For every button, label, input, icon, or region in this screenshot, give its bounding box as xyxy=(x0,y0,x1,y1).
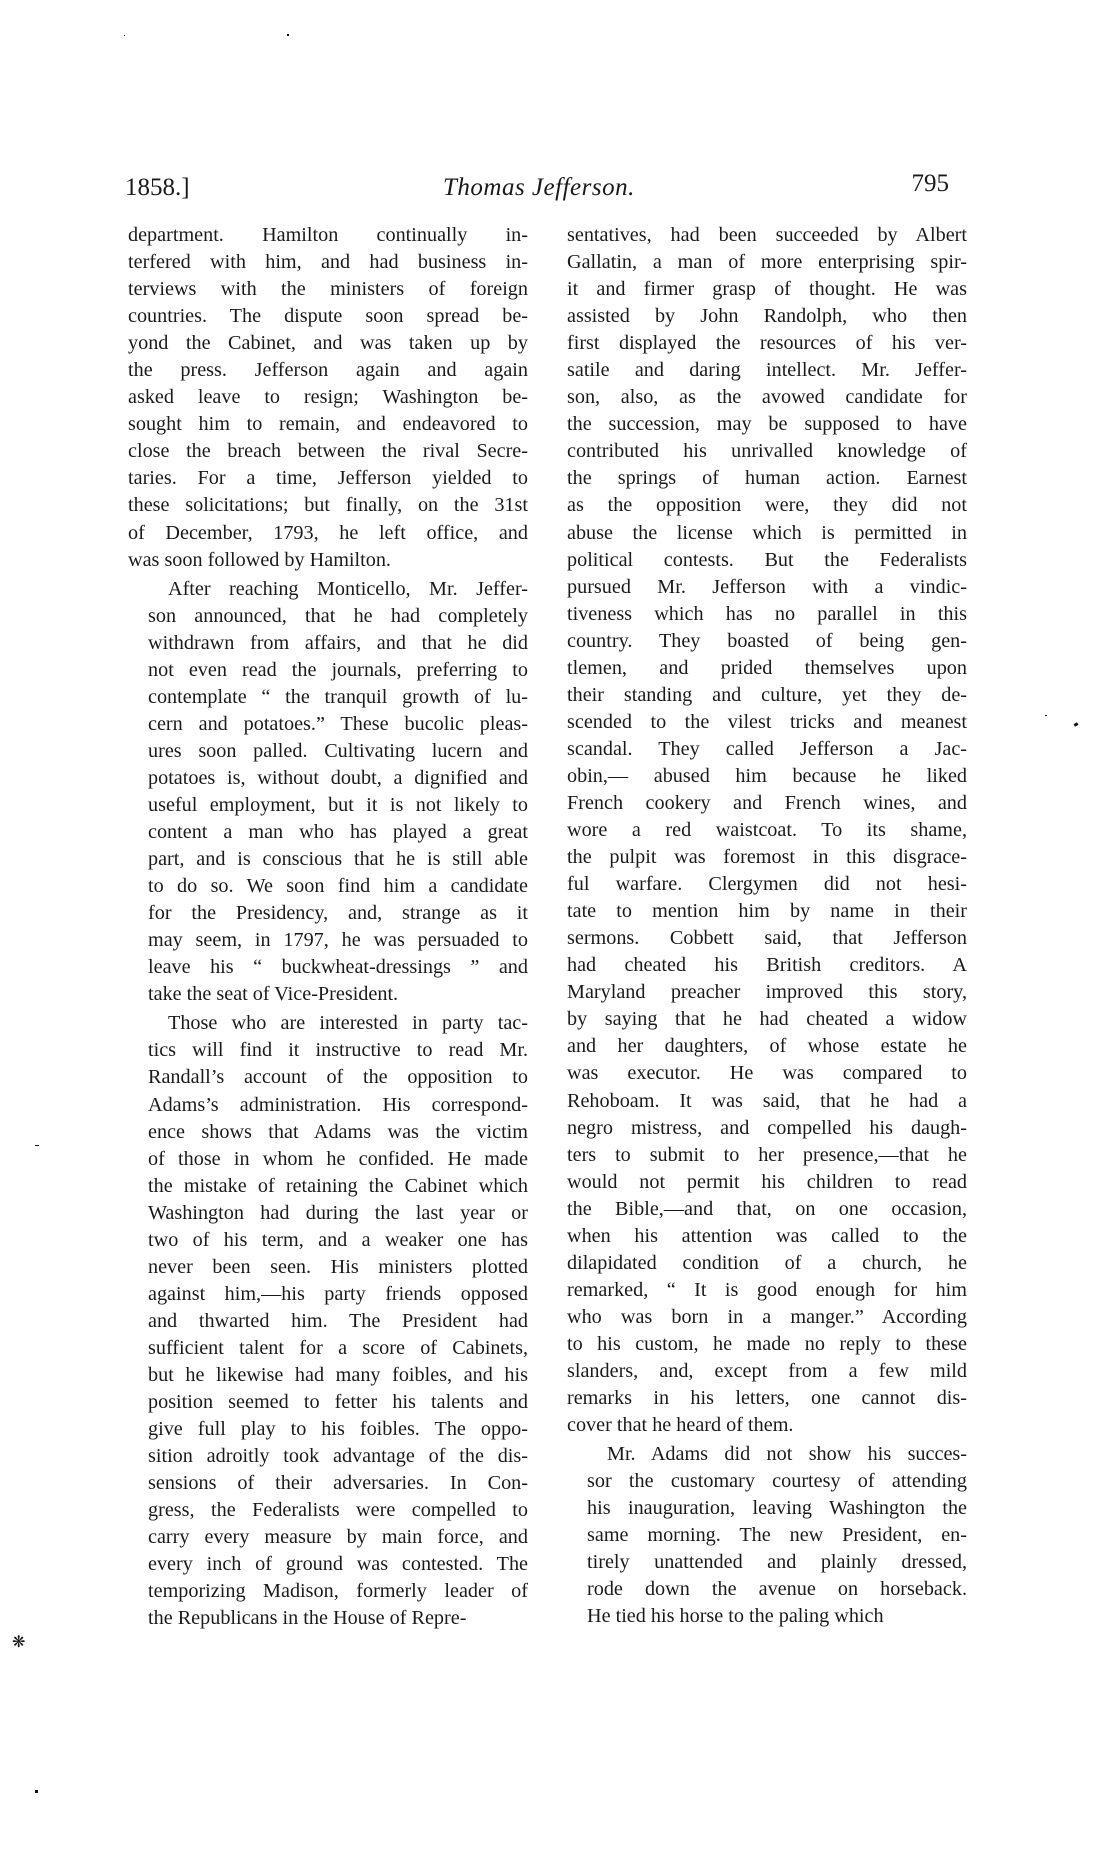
text-line: ence shows that Adams was the victim xyxy=(148,1120,528,1143)
text-line: was executor. He was compared to xyxy=(567,1062,967,1085)
header-year: 1858.] xyxy=(125,174,190,201)
text-line: scended to the vilest tricks and meanest xyxy=(567,710,967,733)
paragraph xyxy=(128,576,528,1009)
text-line: department. Hamilton continually in- xyxy=(128,224,528,246)
text-line: sition adroitly took advantage of the dis- xyxy=(148,1445,528,1468)
text-line: cern and potatoes.” These bucolic pleas- xyxy=(148,712,528,735)
text-line: sensions of their adversaries. In Con- xyxy=(148,1472,528,1495)
text-line: useful employment, but it is not likely to xyxy=(148,793,528,816)
text-line: for the Presidency, and, strange as it xyxy=(148,902,528,925)
text-line: against him,—his party friends opposed xyxy=(148,1282,528,1305)
text-line: son announced, that he had completely xyxy=(148,604,528,627)
text-line: as the opposition were, they did not xyxy=(567,494,967,517)
text-line: ters to submit to her presence,—that he xyxy=(567,1143,967,1166)
text-line: contributed his unrivalled knowledge of xyxy=(567,440,967,463)
text-line: tiveness which has no parallel in this xyxy=(567,602,967,625)
text-line: withdrawn from affairs, and that he did xyxy=(148,631,528,654)
text-line: his inauguration, leaving Washington the xyxy=(587,1497,967,1520)
paragraph xyxy=(128,1010,528,1632)
text-line: remarked, “ It is good enough for him xyxy=(567,1278,967,1301)
text-line: sufficient talent for a score of Cabinets, xyxy=(148,1336,528,1359)
text-line: ful warfare. Clergymen did not hesi- xyxy=(567,873,967,896)
text-line: was soon followed by Hamilton. xyxy=(128,548,391,571)
text-line: abuse the license which is permitted in xyxy=(567,521,967,544)
text-line: and her daughters, of whose estate he xyxy=(567,1035,967,1058)
text-line: cover that he heard of them. xyxy=(567,1414,794,1437)
text-line: but he likewise had many foibles, and his xyxy=(148,1363,528,1386)
text-line: gress, the Federalists were compelled to xyxy=(148,1499,528,1522)
text-line: the succession, may be supposed to have xyxy=(567,413,967,436)
text-line: when his attention was called to the xyxy=(567,1224,967,1247)
text-line: the Bible,—and that, on one occasion, xyxy=(567,1197,967,1220)
text-line: country. They boasted of being gen- xyxy=(567,629,967,652)
text-line: and thwarted him. The President had xyxy=(148,1309,528,1332)
text-line: satile and daring intellect. Mr. Jeffer- xyxy=(567,359,967,382)
text-line: tlemen, and prided themselves upon xyxy=(567,656,967,679)
text-line: two of his term, and a weaker one has xyxy=(148,1228,528,1251)
text-line: temporizing Madison, formerly leader of xyxy=(148,1580,528,1603)
text-line: may seem, in 1797, he was persuaded to xyxy=(148,929,528,952)
text-line: Adams’s administration. His correspond- xyxy=(148,1093,528,1116)
text-line: He tied his horse to the paling which xyxy=(587,1605,884,1628)
text-line: sermons. Cobbett said, that Jefferson xyxy=(567,927,967,950)
text-line: ures soon palled. Cultivating lucern and xyxy=(148,739,528,762)
text-line: same morning. The new President, en- xyxy=(587,1524,967,1547)
text-line: position seemed to fetter his talents and xyxy=(148,1391,528,1414)
scan-speck xyxy=(1074,722,1079,727)
text-line: Gallatin, a man of more enterprising spir- xyxy=(567,251,967,274)
text-line: of December, 1793, he left office, and xyxy=(128,521,528,544)
text-line: Those who are interested in party tac- xyxy=(168,1012,528,1035)
text-line: asked leave to resign; Washington be- xyxy=(128,386,528,409)
scan-speck xyxy=(287,34,289,36)
scan-blot-icon: ❋ xyxy=(12,1634,26,1651)
text-line: would not permit his children to read xyxy=(567,1170,967,1193)
text-line: yond the Cabinet, and was taken up by xyxy=(128,332,528,355)
text-line: part, and is conscious that he is still able xyxy=(148,848,528,871)
paragraph xyxy=(128,222,528,574)
text-line: assisted by John Randolph, who then xyxy=(567,305,967,328)
text-line: who was born in a manger.” According xyxy=(567,1305,967,1328)
text-line: the press. Jefferson again and again xyxy=(128,359,528,382)
text-line: Washington had during the last year or xyxy=(148,1201,528,1224)
text-line: not even read the journals, preferring to xyxy=(148,658,528,681)
scan-speck xyxy=(124,35,125,36)
right-column xyxy=(567,222,967,1632)
text-line: slanders, and, except from a few mild xyxy=(567,1359,967,1382)
text-line: taries. For a time, Jefferson yielded to xyxy=(128,467,528,490)
text-line: After reaching Monticello, Mr. Jeffer- xyxy=(168,577,528,600)
text-line: political contests. But the Federalists xyxy=(567,548,967,571)
text-line: French cookery and French wines, and xyxy=(567,791,967,814)
text-line: give full play to his foibles. The oppo- xyxy=(148,1418,528,1441)
text-line: tate to mention him by name in their xyxy=(567,900,967,923)
text-line: son, also, as the avowed candidate for xyxy=(567,386,967,409)
text-line: had cheated his British creditors. A xyxy=(567,954,967,977)
text-line: sentatives, had been succeeded by Albert xyxy=(567,224,967,246)
text-line: the springs of human action. Earnest xyxy=(567,467,967,490)
text-line: potatoes is, without doubt, a dignified and xyxy=(148,766,528,789)
text-line: terfered with him, and had business in- xyxy=(128,251,528,274)
text-line: tics will find it instructive to read Mr. xyxy=(148,1039,528,1062)
text-line: take the seat of Vice-President. xyxy=(148,983,399,1006)
text-line: scandal. They called Jefferson a Jac- xyxy=(567,737,967,760)
left-column xyxy=(128,222,528,1634)
text-line: to his custom, he made no reply to these xyxy=(567,1332,967,1355)
text-line: to do so. We soon find him a candidate xyxy=(148,875,528,898)
text-line: remarks in his letters, one cannot dis- xyxy=(567,1387,967,1410)
text-line: first displayed the resources of his ver- xyxy=(567,332,967,355)
text-line: by saying that he had cheated a widow xyxy=(567,1008,967,1031)
text-line: their standing and culture, yet they de- xyxy=(567,683,967,706)
text-line: Rehoboam. It was said, that he had a xyxy=(567,1089,967,1112)
text-line: Randall’s account of the opposition to xyxy=(148,1066,528,1089)
text-line: close the breach between the rival Secre- xyxy=(128,440,528,463)
text-line: of those in whom he confided. He made xyxy=(148,1147,528,1170)
text-line: countries. The dispute soon spread be- xyxy=(128,305,528,328)
text-line: negro mistress, and compelled his daugh- xyxy=(567,1116,967,1139)
text-line: rode down the avenue on horseback. xyxy=(587,1578,967,1601)
paragraph xyxy=(567,1441,967,1630)
paragraph xyxy=(567,222,967,1439)
text-line: never been seen. His ministers plotted xyxy=(148,1255,528,1278)
text-line: tirely unattended and plainly dressed, xyxy=(587,1551,967,1574)
text-line: content a man who has played a great xyxy=(148,821,528,844)
scan-speck xyxy=(1045,715,1047,716)
text-line: sor the customary courtesy of attending xyxy=(587,1470,967,1493)
text-line: carry every measure by main force, and xyxy=(148,1526,528,1549)
text-line: it and firmer grasp of thought. He was xyxy=(567,278,967,301)
text-line: Mr. Adams did not show his succes- xyxy=(607,1443,967,1466)
text-line: the pulpit was foremost in this disgrace- xyxy=(567,846,967,869)
text-line: sought him to remain, and endeavored to xyxy=(128,413,528,436)
scan-speck xyxy=(35,1790,38,1793)
text-line: these solicitations; but finally, on the 31st xyxy=(128,494,528,517)
scan-speck xyxy=(35,1145,39,1146)
text-line: terviews with the ministers of foreign xyxy=(128,278,528,301)
text-line: contemplate “ the tranquil growth of lu- xyxy=(148,685,528,708)
text-line: Maryland preacher improved this story, xyxy=(567,981,967,1004)
text-line: pursued Mr. Jefferson with a vindic- xyxy=(567,575,967,598)
running-header xyxy=(125,170,949,208)
text-line: obin,— abused him because he liked xyxy=(567,764,967,787)
header-title: Thomas Jefferson. xyxy=(443,174,635,201)
page-number: 795 xyxy=(911,170,949,197)
text-line: wore a red waistcoat. To its shame, xyxy=(567,819,967,842)
text-line: every inch of ground was contested. The xyxy=(148,1553,528,1576)
text-line: dilapidated condition of a church, he xyxy=(567,1251,967,1274)
text-line: the mistake of retaining the Cabinet which xyxy=(148,1174,528,1197)
text-line: the Republicans in the House of Repre- xyxy=(148,1607,467,1630)
text-line: leave his “ buckwheat-dressings ” and xyxy=(148,956,528,979)
